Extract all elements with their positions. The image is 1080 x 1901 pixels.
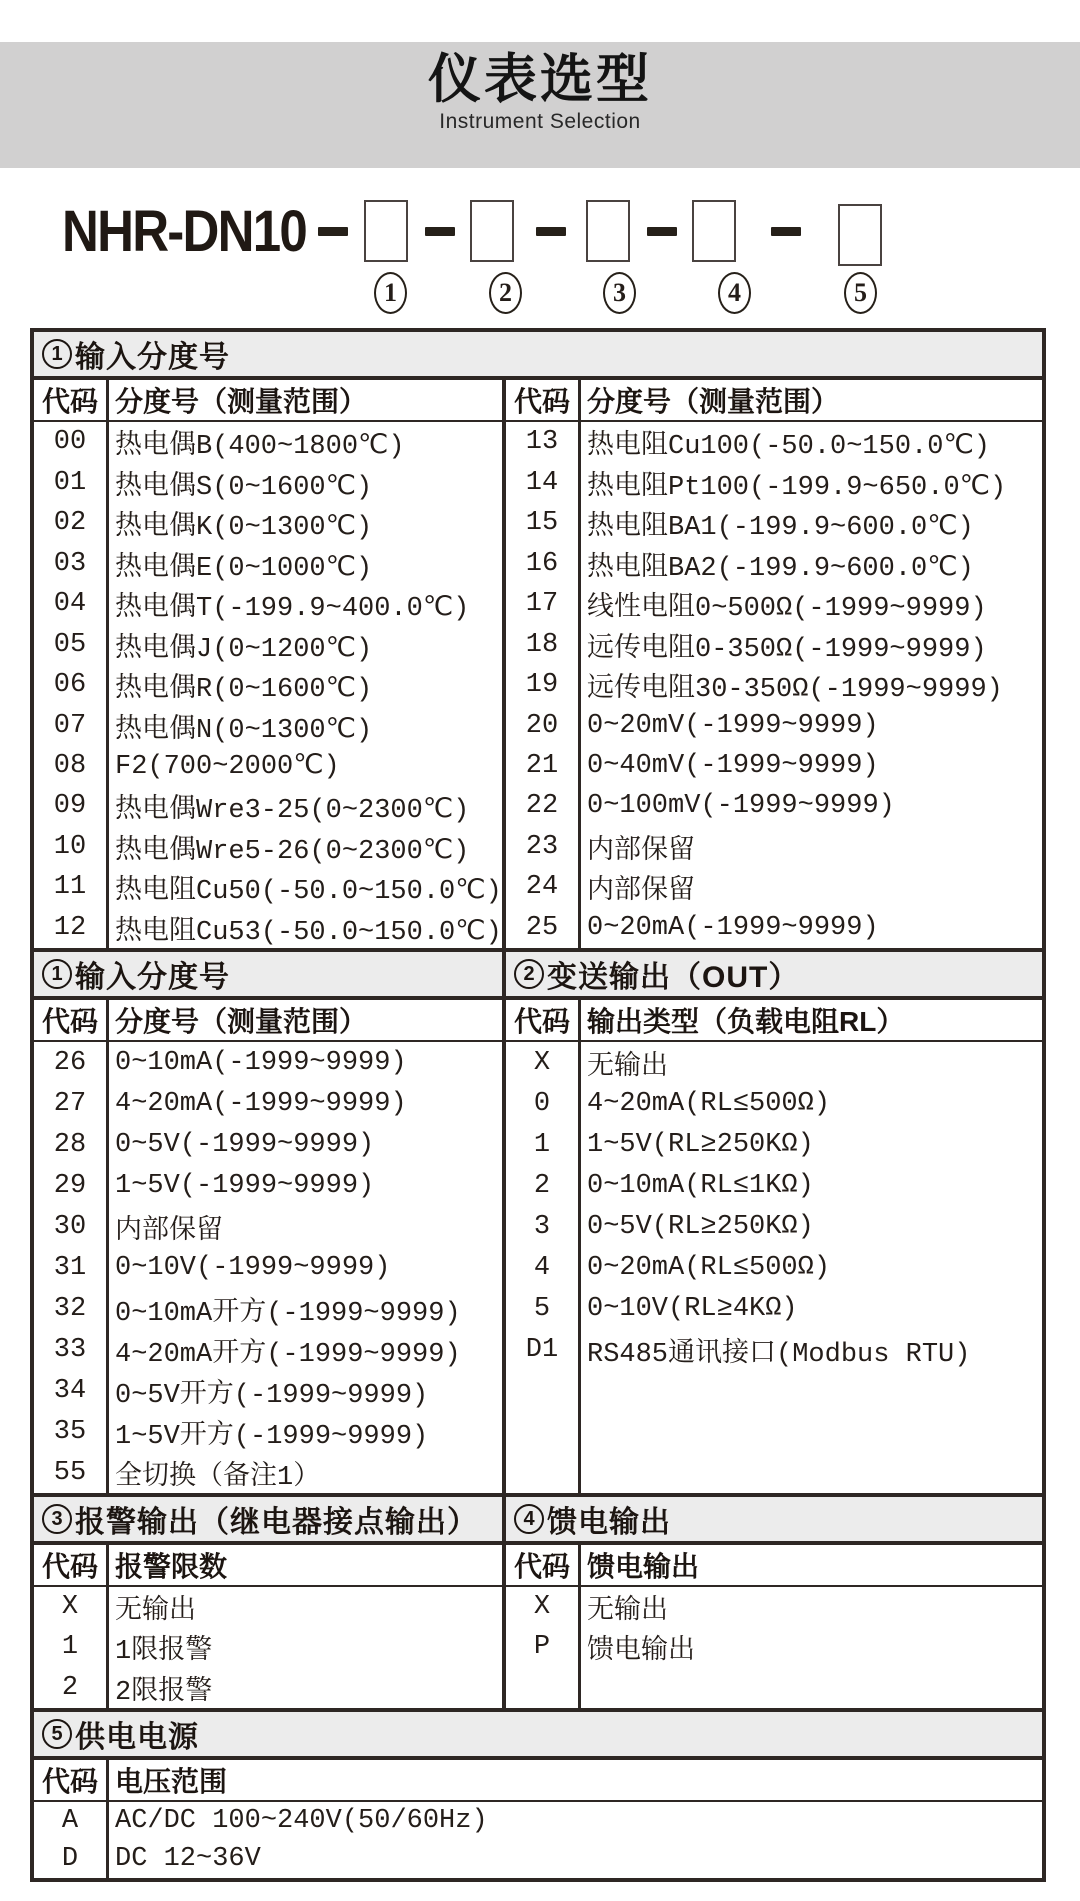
- section4-header: [502, 1493, 1042, 1545]
- row-code: 00: [53, 427, 87, 458]
- row-label: 热电偶K(0~1300℃): [115, 513, 373, 544]
- table-row: [506, 1627, 1042, 1667]
- table-row: [34, 584, 502, 624]
- label-column-header: 分度号（测量范围）: [587, 386, 840, 417]
- circled-number-icon: 1: [42, 339, 72, 369]
- title-band: [0, 42, 1080, 168]
- row-label: 无输出: [587, 1052, 668, 1083]
- row-code: 27: [53, 1088, 87, 1119]
- label-column-header: 输出类型（负载电阻RL）: [587, 1006, 905, 1037]
- row-code: 55: [53, 1457, 87, 1488]
- row-label: 热电偶T(-199.9~400.0℃): [115, 594, 470, 625]
- row-code: 24: [525, 872, 559, 903]
- row-code: X: [533, 1592, 551, 1622]
- table-row: [506, 908, 1042, 948]
- table-row: [506, 584, 1042, 624]
- row-label: 远传电阻0-350Ω(-1999~9999): [587, 634, 987, 665]
- row-code: X: [533, 1047, 551, 1078]
- row-code: P: [533, 1632, 551, 1662]
- row-label: 馈电输出: [587, 1637, 695, 1667]
- section5-header: [34, 1708, 1042, 1760]
- row-label: 热电偶Wre3-25(0~2300℃): [115, 796, 470, 827]
- table-row: [34, 705, 502, 745]
- row-code: 25: [525, 912, 559, 943]
- row-code: 1: [61, 1632, 79, 1663]
- row-code: 11: [53, 872, 87, 903]
- row-code: 08: [53, 750, 87, 781]
- table-rows: [506, 1042, 1042, 1493]
- table-row: [34, 1668, 502, 1708]
- table-rows: [34, 1042, 502, 1493]
- row-label: 0~10mA(RL≤1KΩ): [587, 1170, 814, 1201]
- column-header-row: [34, 380, 502, 422]
- circled-number-3: 3: [603, 272, 636, 314]
- column-header-row: [506, 380, 1042, 422]
- section5-body: [34, 1760, 1042, 1878]
- row-code: 06: [53, 670, 87, 701]
- row-code: 22: [525, 791, 559, 822]
- table-row: [34, 1083, 502, 1124]
- section1-header: [34, 328, 1042, 380]
- row-label: 线性电阻0~500Ω(-1999~9999): [587, 594, 987, 625]
- row-label: 无输出: [115, 1597, 196, 1628]
- row-code: 13: [525, 427, 559, 458]
- row-label: 热电偶N(0~1300℃): [115, 715, 373, 746]
- row-code: 2: [61, 1672, 79, 1703]
- model-code-box-1: [364, 200, 408, 262]
- row-code: 15: [525, 508, 559, 539]
- table-rows: [506, 422, 1042, 948]
- row-label: 热电阻BA2(-199.9~600.0℃): [587, 553, 974, 584]
- row-label: 热电偶S(0~1600℃): [115, 472, 373, 503]
- table-row: [34, 1587, 502, 1627]
- row-code: 2: [533, 1170, 551, 1201]
- table-row: [34, 1802, 1042, 1840]
- table-row: [34, 867, 502, 907]
- code-column-header: 代码: [513, 386, 570, 417]
- model-dash: [425, 227, 455, 236]
- row-label: 0~10V(RL≥4KΩ): [587, 1293, 798, 1324]
- section4-title: 馈电输出: [547, 1506, 671, 1539]
- table-row: [34, 1042, 502, 1083]
- circled-number-4: 4: [718, 272, 751, 314]
- row-label: 热电阻Cu50(-50.0~150.0℃): [115, 877, 502, 908]
- row-code: 3: [533, 1211, 551, 1242]
- section2-right-title: 变送输出（OUT）: [547, 961, 800, 994]
- section2-header-row: [34, 948, 1042, 1000]
- table-row: [506, 543, 1042, 583]
- row-code: D: [61, 1844, 79, 1874]
- row-label: F2(700~2000℃): [115, 752, 340, 783]
- row-code: 29: [53, 1170, 87, 1201]
- section5-title: 供电电源: [75, 1721, 199, 1754]
- code-column-header: 代码: [513, 1551, 570, 1582]
- row-code: 31: [53, 1252, 87, 1283]
- circled-number-5: 5: [844, 272, 877, 314]
- selection-table: [30, 328, 1046, 1882]
- circled-number-1: 1: [374, 272, 407, 314]
- table-rows: [34, 422, 502, 948]
- label-column-header: 馈电输出: [587, 1551, 700, 1582]
- row-code: 04: [53, 589, 87, 620]
- table-row: [34, 908, 502, 948]
- row-code: X: [61, 1592, 79, 1623]
- table-row: [34, 746, 502, 786]
- table-row: [34, 665, 502, 705]
- column-header-row: [34, 1000, 502, 1042]
- column-header-row: [34, 1760, 1042, 1802]
- row-code: 33: [53, 1334, 87, 1365]
- table-row: [506, 665, 1042, 705]
- table-row: [34, 543, 502, 583]
- table-row: [34, 422, 502, 462]
- section1-title: 输入分度号: [75, 341, 230, 374]
- row-label: 0~100mV(-1999~9999): [587, 791, 895, 822]
- row-code: 35: [53, 1416, 87, 1447]
- row-label: 0~10V(-1999~9999): [115, 1252, 391, 1283]
- table-row: [506, 1042, 1042, 1083]
- row-code: 4: [533, 1252, 551, 1283]
- row-code: 20: [525, 710, 559, 741]
- row-code: 19: [525, 670, 559, 701]
- table-rows: [34, 1802, 1042, 1878]
- row-code: 26: [53, 1047, 87, 1078]
- circled-number-icon: 2: [514, 959, 544, 989]
- table-rows: [506, 1587, 1042, 1708]
- label-column-header: 分度号（测量范围）: [115, 1006, 368, 1037]
- model-code-box-2: [470, 200, 514, 262]
- label-column-header: 报警限数: [115, 1551, 228, 1582]
- table-row: [506, 1587, 1042, 1627]
- row-code: 5: [533, 1293, 551, 1324]
- page-title: 仪表选型: [428, 50, 652, 109]
- label-column-header: 电压范围: [115, 1766, 228, 1797]
- row-label: AC/DC 100~240V(50/60Hz): [115, 1806, 488, 1836]
- table-row: [506, 705, 1042, 745]
- row-code: 16: [525, 548, 559, 579]
- row-label: 热电阻Pt100(-199.9~650.0℃): [587, 472, 1007, 503]
- row-label: 0~5V(-1999~9999): [115, 1129, 375, 1160]
- table-row: [34, 1370, 502, 1411]
- row-label: 1~5V开方(-1999~9999): [115, 1421, 429, 1452]
- model-code-box-4: [692, 200, 736, 262]
- section2-right-header: [502, 948, 1042, 1000]
- row-code: 17: [525, 589, 559, 620]
- circled-number-icon: 5: [42, 1719, 72, 1749]
- row-label: 0~40mV(-1999~9999): [587, 750, 879, 781]
- table-row: [506, 503, 1042, 543]
- table-row: [506, 1206, 1042, 1247]
- section2-left-title: 输入分度号: [75, 961, 230, 994]
- row-label: 热电偶B(400~1800℃): [115, 432, 405, 463]
- table-row: [506, 1083, 1042, 1124]
- label-column-header: 分度号（测量范围）: [115, 386, 368, 417]
- row-label: 热电阻Cu100(-50.0~150.0℃): [587, 432, 990, 463]
- row-label: 0~10mA开方(-1999~9999): [115, 1298, 461, 1329]
- table-row: [506, 1288, 1042, 1329]
- row-label: RS485通讯接口(Modbus RTU): [587, 1339, 971, 1370]
- row-code: 03: [53, 548, 87, 579]
- row-label: 4~20mA开方(-1999~9999): [115, 1339, 461, 1370]
- row-code: 32: [53, 1293, 87, 1324]
- table-row: [506, 786, 1042, 826]
- row-label: 热电偶E(0~1000℃): [115, 553, 373, 584]
- row-code: 01: [53, 467, 87, 498]
- row-label: 0~20mA(-1999~9999): [587, 912, 879, 943]
- model-dash: [318, 227, 348, 236]
- table-row: [34, 1411, 502, 1452]
- code-column-header: 代码: [41, 1006, 98, 1037]
- table-row: [34, 462, 502, 502]
- row-label: 热电阻Cu53(-50.0~150.0℃): [115, 917, 502, 948]
- table-row: [506, 422, 1042, 462]
- row-code: D1: [525, 1334, 559, 1365]
- row-code: 23: [525, 831, 559, 862]
- section3-header: [34, 1493, 502, 1545]
- table-row: [506, 1329, 1042, 1370]
- table-row: [34, 1840, 1042, 1878]
- row-label: 热电偶Wre5-26(0~2300℃): [115, 836, 470, 867]
- section1-left-table: [34, 380, 502, 948]
- row-code: 34: [53, 1375, 87, 1406]
- model-dash: [536, 227, 566, 236]
- row-label: 热电偶J(0~1200℃): [115, 634, 373, 665]
- table-rows: [34, 1587, 502, 1708]
- row-label: DC 12~36V: [115, 1844, 261, 1874]
- circled-number-2: 2: [489, 272, 522, 314]
- row-label: 4~20mA(RL≤500Ω): [587, 1088, 831, 1119]
- row-label: 内部保留: [115, 1216, 223, 1247]
- row-code: 28: [53, 1129, 87, 1160]
- row-label: 热电阻BA1(-199.9~600.0℃): [587, 513, 974, 544]
- row-code: 0: [533, 1088, 551, 1119]
- row-label: 0~5V开方(-1999~9999): [115, 1380, 429, 1411]
- row-label: 2限报警: [115, 1677, 213, 1708]
- row-label: 热电偶R(0~1600℃): [115, 675, 373, 706]
- model-dash: [771, 227, 801, 236]
- code-column-header: 代码: [513, 1006, 570, 1037]
- table-row: [506, 1247, 1042, 1288]
- table-row: [34, 786, 502, 826]
- row-label: 1限报警: [115, 1637, 213, 1668]
- table-row: [34, 1627, 502, 1667]
- row-label: 内部保留: [587, 836, 695, 867]
- table-row: [34, 1165, 502, 1206]
- section3-title: 报警输出（继电器接点输出）: [75, 1506, 478, 1539]
- table-row: [34, 1247, 502, 1288]
- row-code: 30: [53, 1211, 87, 1242]
- section2-left-header: [34, 948, 502, 1000]
- section3-table: [34, 1545, 502, 1708]
- circled-number-icon: 4: [514, 1504, 544, 1534]
- table-row: [506, 624, 1042, 664]
- section5-table: [34, 1760, 1042, 1878]
- table-row: [34, 1206, 502, 1247]
- section1-body: [34, 380, 1042, 948]
- row-label: 0~10mA(-1999~9999): [115, 1047, 407, 1078]
- table-row: [506, 1165, 1042, 1206]
- column-header-row: [34, 1545, 502, 1587]
- row-code: 10: [53, 831, 87, 862]
- row-label: 远传电阻30-350Ω(-1999~9999): [587, 675, 1003, 706]
- section4-table: [502, 1545, 1042, 1708]
- row-code: 18: [525, 629, 559, 660]
- row-code: 12: [53, 912, 87, 943]
- code-column-header: 代码: [41, 386, 98, 417]
- row-label: 0~20mV(-1999~9999): [587, 710, 879, 741]
- row-code: 09: [53, 791, 87, 822]
- table-row: [34, 1452, 502, 1493]
- row-code: A: [61, 1806, 79, 1836]
- row-label: 1~5V(-1999~9999): [115, 1170, 375, 1201]
- table-row: [34, 624, 502, 664]
- table-row: [506, 867, 1042, 907]
- row-code: 05: [53, 629, 87, 660]
- circled-number-icon: 3: [42, 1504, 72, 1534]
- row-code: 21: [525, 750, 559, 781]
- row-label: 内部保留: [587, 877, 695, 908]
- row-code: 1: [533, 1129, 551, 1160]
- code-column-header: 代码: [41, 1551, 98, 1582]
- model-code-box-3: [586, 200, 630, 262]
- table-row: [506, 827, 1042, 867]
- model-prefix: NHR-DN10: [62, 199, 306, 264]
- column-header-row: [506, 1000, 1042, 1042]
- section34-header-row: [34, 1493, 1042, 1545]
- row-label: 0~5V(RL≥250KΩ): [587, 1211, 814, 1242]
- row-label: 1~5V(RL≥250KΩ): [587, 1129, 814, 1160]
- section2-left-table: [34, 1000, 502, 1493]
- table-row: [34, 1288, 502, 1329]
- table-row: [34, 827, 502, 867]
- row-code: 07: [53, 710, 87, 741]
- table-row: [34, 503, 502, 543]
- row-label: 无输出: [587, 1597, 668, 1627]
- model-code-box-5: [838, 204, 882, 266]
- section2-right-table: [502, 1000, 1042, 1493]
- section34-body: [34, 1545, 1042, 1708]
- table-row: [34, 1329, 502, 1370]
- table-row: [506, 1124, 1042, 1165]
- row-code: 02: [53, 508, 87, 539]
- row-label: 0~20mA(RL≤500Ω): [587, 1252, 831, 1283]
- code-column-header: 代码: [41, 1766, 98, 1797]
- circled-number-icon: 1: [42, 959, 72, 989]
- section2-body: [34, 1000, 1042, 1493]
- row-label: 全切换（备注1）: [115, 1462, 321, 1493]
- page-subtitle: Instrument Selection: [439, 110, 641, 134]
- column-header-row: [506, 1545, 1042, 1587]
- model-dash: [647, 227, 677, 236]
- table-row: [506, 746, 1042, 786]
- table-row: [34, 1124, 502, 1165]
- section1-right-table: [502, 380, 1042, 948]
- row-label: 4~20mA(-1999~9999): [115, 1088, 407, 1119]
- row-code: 14: [525, 467, 559, 498]
- table-row: [506, 462, 1042, 502]
- model-code-line: [62, 196, 1062, 326]
